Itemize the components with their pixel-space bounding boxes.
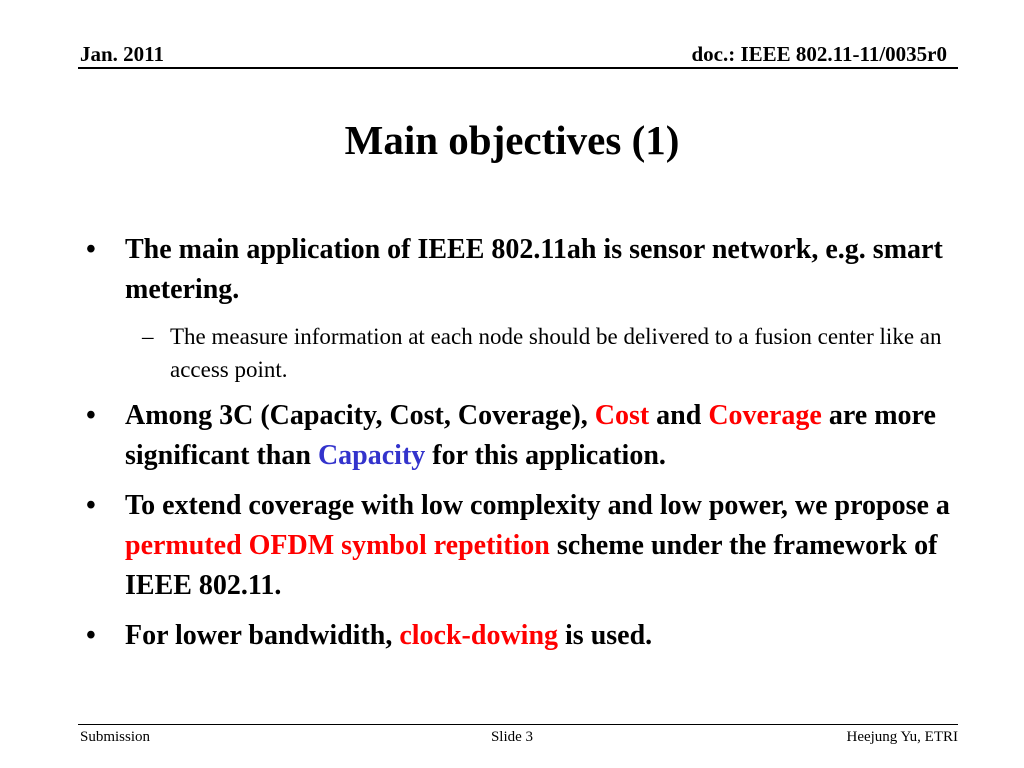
bullet-marker: •	[86, 234, 96, 265]
bullet-text: The main application of IEEE 802.11ah is sensor network, e.g. smart metering.	[125, 234, 943, 305]
footer-author: Heejung Yu, ETRI	[846, 729, 958, 745]
bullet-marker: •	[86, 400, 96, 431]
sub-bullet-text: The measure information at each node should be delivered to a fusion center like an access point.	[170, 324, 942, 382]
header-doc-id: doc.: IEEE 802.11-11/0035r0	[691, 42, 947, 66]
bullet-text: For lower bandwidith, clock-dowing is used.	[125, 620, 653, 651]
highlight-clock: clock-dowing	[399, 620, 559, 651]
bullet-marker: •	[86, 620, 96, 651]
highlight-cost: Cost	[594, 400, 650, 431]
bullet-text: To extend coverage with low complexity and low power, we propose a permuted OFDM symbol repetition scheme under the framework of IEEE 802.11.	[125, 490, 950, 601]
bullet-item	[86, 486, 966, 606]
slide-title: Main objectives (1)	[344, 117, 680, 163]
sub-bullet-marker: –	[142, 324, 154, 349]
sub-bullet-item	[86, 320, 966, 386]
highlight-capacity: Capacity	[317, 440, 426, 471]
footer-slide-number: Slide 3	[490, 729, 534, 745]
bullet-marker: •	[86, 490, 96, 521]
highlight-coverage: Coverage	[708, 400, 822, 431]
bullet-item	[86, 230, 966, 310]
bullet-item	[86, 616, 966, 656]
bullet-text: Among 3C (Capacity, Cost, Coverage), Cost and Coverage are more significant than Capacity for this application.	[125, 400, 936, 471]
header-divider	[78, 67, 958, 69]
highlight-scheme: permuted OFDM symbol repetition	[125, 530, 550, 561]
slide-body	[86, 230, 966, 666]
header-date: Jan. 2011	[80, 42, 165, 66]
footer-divider	[78, 724, 958, 725]
bullet-item	[86, 396, 966, 476]
footer-submission: Submission	[80, 729, 151, 745]
